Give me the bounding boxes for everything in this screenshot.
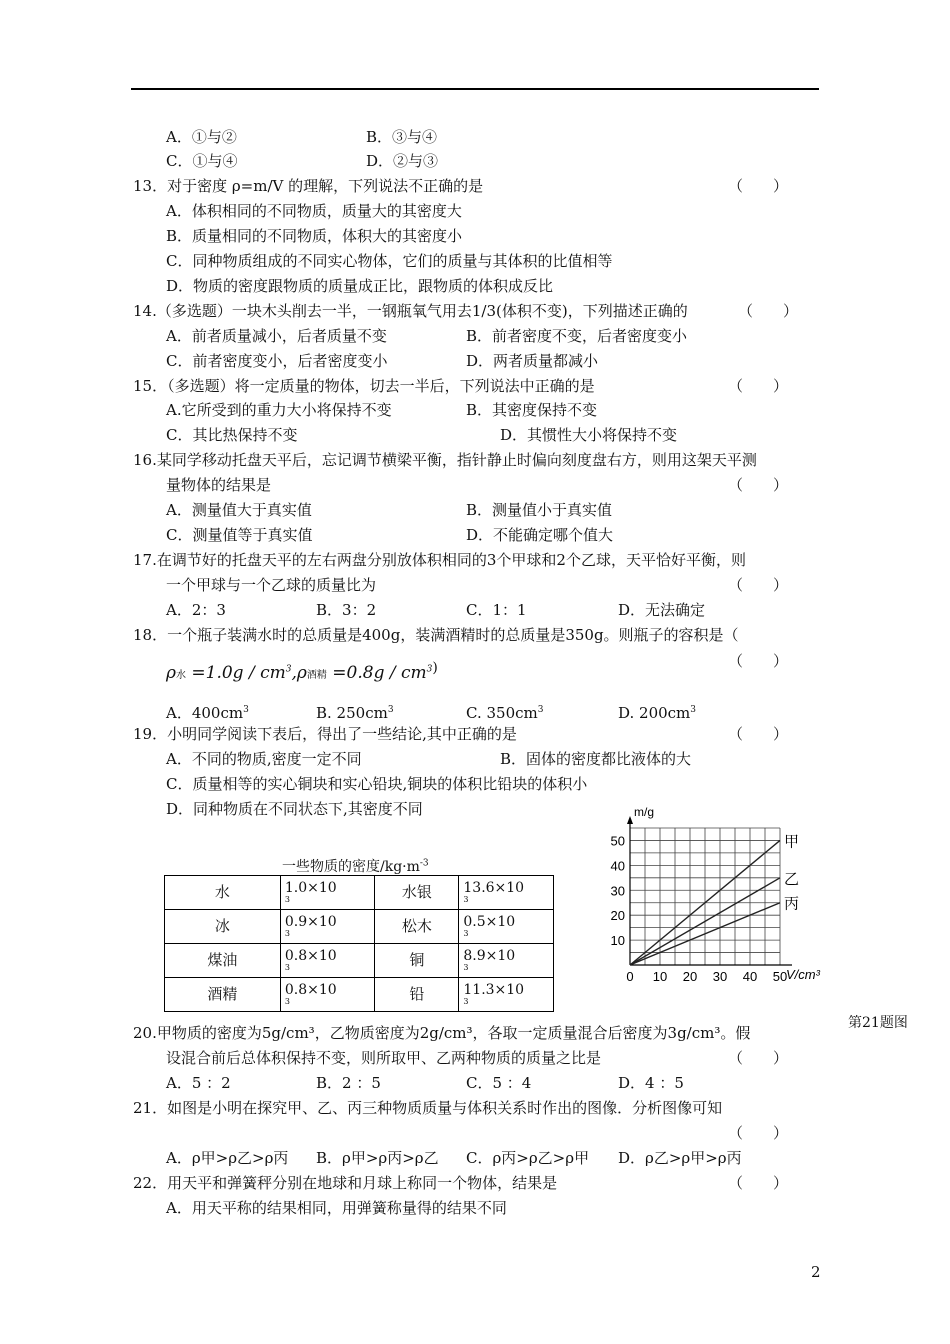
substance-name: 铜 [375, 944, 459, 978]
q13-stem: 13．对于密度 ρ=m/V 的理解，下列说法不正确的是 [133, 177, 484, 195]
q21-option-a: A．ρ甲>ρ乙>ρ丙 [166, 1149, 289, 1167]
y-axis-arrow [627, 816, 633, 824]
q20-option-b: B．2 ：5 [316, 1074, 381, 1092]
x-tick-label: 10 [652, 969, 668, 984]
q21-option-d: D．ρ乙>ρ甲>ρ丙 [618, 1149, 742, 1167]
q18-density-formula [166, 660, 438, 683]
exponent: 3 [284, 963, 290, 972]
x-tick-label: 30 [712, 969, 728, 984]
q14-answer-paren: （ ） [738, 302, 799, 320]
exponent: 3 [690, 705, 697, 715]
q14-option-c: C．前者密度变小，后者密度变小 [166, 352, 388, 370]
density-value [280, 910, 375, 944]
q18-stem: 18．一个瓶子装满水时的总质量是400g，装满酒精时的总质量是350g。则瓶子的容积是（ [133, 626, 739, 644]
exponent: 3 [243, 705, 249, 715]
substance-name: 水 [165, 876, 281, 910]
q18-option-b [316, 700, 394, 723]
alcohol-subscript: 酒精 [306, 670, 327, 681]
q17-answer-paren: （ ） [728, 576, 789, 594]
alcohol-density-value: =0.8g / cm [332, 663, 427, 683]
exponent: 3 [387, 705, 394, 715]
density-value [459, 910, 554, 944]
y-tick-label: 30 [610, 883, 625, 899]
density-value [459, 978, 554, 1012]
q19-answer-paren: （ ） [728, 725, 789, 743]
figure-caption: 第21题图 [848, 1015, 908, 1031]
value-text: 13.6×10 [463, 880, 525, 896]
q18-answer-paren: （ ） [728, 652, 789, 670]
q15-option-a: A.它所受到的重力大小将保持不变 [166, 401, 392, 419]
q17-option-a: A．2：3 [166, 601, 226, 619]
table-row [165, 978, 554, 1012]
q22-answer-paren: （ ） [728, 1174, 789, 1192]
y-tick-label: 40 [610, 858, 625, 874]
q16-option-b: B．测量值小于真实值 [466, 501, 613, 519]
q13-option-a: A．体积相同的不同物质，质量大的其密度大 [166, 202, 462, 220]
q13-answer-paren: （ ） [728, 177, 789, 195]
value-text: 8.9×10 [463, 948, 516, 964]
series-label: 丙 [784, 894, 800, 913]
x-tick-label: 50 [772, 969, 788, 984]
x-tick-label: 20 [682, 969, 698, 984]
q13-option-c: C．同种物质组成的不同实心物体，它们的质量与其体积的比值相等 [166, 252, 613, 270]
exponent: 3 [537, 705, 544, 715]
density-value [280, 978, 375, 1012]
q17-stem-line2: 一个甲球与一个乙球的质量比为 [166, 576, 377, 594]
value-text: 1.0×10 [284, 880, 337, 896]
table-row [165, 944, 554, 978]
substance-name: 铅 [375, 978, 459, 1012]
q13-option-b: B．质量相同的不同物质，体积大的其密度小 [166, 227, 463, 245]
value-text: 0.9×10 [284, 914, 337, 930]
q22-option-a: A．用天平称的结果相同，用弹簧称量得的结果不同 [166, 1199, 507, 1217]
separator: , [291, 663, 297, 683]
q18-option-a [166, 700, 249, 723]
y-tick-label: 20 [610, 908, 625, 924]
q18-option-d [618, 700, 696, 723]
q15-option-c: C．其比热保持不变 [166, 426, 298, 444]
y-tick-label: 50 [610, 833, 625, 849]
table-row [165, 910, 554, 944]
water-subscript: 水 [176, 670, 186, 681]
q17-option-b: B．3：2 [316, 601, 377, 619]
density-value [280, 876, 375, 910]
q19-option-b: B．固体的密度都比液体的大 [500, 750, 692, 768]
x-axis-label: V/cm³ [786, 967, 820, 982]
exponent: 3 [463, 929, 469, 938]
q15-option-b: B．其密度保持不变 [466, 401, 598, 419]
q16-answer-paren: （ ） [728, 476, 789, 494]
q16-option-d: D．不能确定哪个值大 [466, 526, 614, 544]
density-value [280, 944, 375, 978]
rho-symbol: ρ [296, 663, 307, 683]
q12-option-b: B．③与④ [366, 128, 438, 146]
q20-option-c: C．5 ：4 [466, 1074, 532, 1092]
caption-exponent: -3 [419, 858, 429, 869]
q19-option-a: A．不同的物质,密度一定不同 [166, 750, 362, 768]
q22-stem: 22．用天平和弹簧秤分别在地球和月球上称同一个物体，结果是 [133, 1174, 558, 1192]
exponent: 3 [285, 664, 292, 675]
q20-stem-line1: 20.甲物质的密度为5g/cm³，乙物质密度为2g/cm³，各取一定质量混合后密度为3g/cm³。假 [133, 1024, 751, 1042]
caption-text: 一些物质的密度/kg·m [282, 859, 420, 875]
density-value [459, 876, 554, 910]
q14-stem: 14.（多选题）一块木头削去一半，一钢瓶氧气用去1/3(体积不变)，下列描述正确的 [133, 302, 688, 320]
q14-option-d: D．两者质量都减小 [466, 352, 599, 370]
q19-stem: 19．小明同学阅读下表后，得出了一些结论,其中正确的是 [133, 725, 517, 743]
q21-stem: 21．如图是小明在探究甲、乙、丙三种物质质量与体积关系时作出的图像．分析图像可知 [133, 1099, 723, 1117]
q18-option-c [466, 700, 543, 723]
q18-option-b-text: B. 250cm [316, 704, 388, 722]
q14-option-b: B．前者密度不变，后者密度变小 [466, 327, 688, 345]
exponent: 3 [284, 929, 290, 938]
rho-symbol: ρ [166, 663, 176, 683]
density-value [459, 944, 554, 978]
series-label: 甲 [784, 832, 800, 851]
q20-answer-paren: （ ） [728, 1049, 789, 1067]
value-text: 0.5×10 [463, 914, 516, 930]
exponent: 3 [463, 997, 469, 1006]
q19-option-c: C．质量相等的实心铜块和实心铅块,铜块的体积比铅块的体积小 [166, 775, 588, 793]
q13-option-d: D．物质的密度跟物质的质量成正比，跟物质的体积成反比 [166, 277, 554, 295]
q19-option-d: D．同种物质在不同状态下,其密度不同 [166, 800, 423, 818]
q21-option-c: C．ρ丙>ρ乙>ρ甲 [466, 1149, 590, 1167]
substance-name: 煤油 [165, 944, 281, 978]
substance-name: 水银 [375, 876, 459, 910]
mass-volume-chart [600, 800, 845, 990]
q20-option-d: D．4 ：5 [618, 1074, 684, 1092]
close-paren: ) [432, 660, 438, 676]
q14-option-a: A．前者质量减小，后者质量不变 [166, 327, 387, 345]
q18-option-c-text: C. 350cm [466, 704, 538, 722]
substance-name: 冰 [165, 910, 281, 944]
density-table-caption [282, 856, 429, 876]
density-table [164, 875, 554, 1012]
q16-option-a: A．测量值大于真实值 [166, 501, 312, 519]
value-text: 11.3×10 [463, 982, 525, 998]
x-tick-label: 40 [742, 969, 758, 984]
series-label: 乙 [784, 869, 800, 888]
exponent: 3 [284, 997, 290, 1006]
q12-option-a: A．①与② [166, 128, 237, 146]
substance-name: 松木 [375, 910, 459, 944]
q12-option-c: C．①与④ [166, 152, 238, 170]
table-row [165, 876, 554, 910]
q21-answer-paren: （ ） [728, 1124, 789, 1142]
q18-option-a-text: A．400cm [166, 704, 244, 722]
y-tick-label: 10 [610, 933, 625, 949]
q20-option-a: A．5 ：2 [166, 1074, 231, 1092]
q21-option-b: B．ρ甲>ρ丙>ρ乙 [316, 1149, 439, 1167]
exponent: 3 [463, 963, 469, 972]
page-number: 2 [811, 1263, 821, 1281]
q15-stem: 15．（多选题）将一定质量的物体，切去一半后，下列说法中正确的是 [133, 377, 595, 395]
q17-option-c: C．1：1 [466, 601, 527, 619]
exponent: 3 [426, 664, 433, 675]
q15-option-d: D．其惯性大小将保持不变 [500, 426, 678, 444]
q20-stem-line2: 设混合前后总体积保持不变，则所取甲、乙两种物质的质量之比是 [166, 1049, 602, 1067]
q16-stem-line2: 量物体的结果是 [166, 476, 272, 494]
x-tick-label: 0 [626, 969, 634, 984]
value-text: 0.8×10 [284, 948, 337, 964]
q12-option-d: D．②与③ [366, 152, 439, 170]
exponent: 3 [284, 895, 290, 904]
q16-stem-line1: 16.某同学移动托盘天平后，忘记调节横梁平衡，指针静止时偏向刻度盘右方，则用这架天平测 [133, 451, 757, 469]
exponent: 3 [463, 895, 469, 904]
water-density-value: =1.0g / cm [191, 663, 286, 683]
q15-answer-paren: （ ） [728, 377, 789, 395]
q17-stem-line1: 17.在调节好的托盘天平的左右两盘分别放体积相同的3个甲球和2个乙球，天平恰好平衡，则 [133, 551, 746, 569]
substance-name: 酒精 [165, 978, 281, 1012]
value-text: 0.8×10 [284, 982, 337, 998]
header-rule [131, 88, 819, 90]
q18-option-d-text: D. 200cm [618, 704, 691, 722]
y-axis-label: m/g [634, 805, 655, 819]
q17-option-d: D．无法确定 [618, 601, 706, 619]
q16-option-c: C．测量值等于真实值 [166, 526, 313, 544]
